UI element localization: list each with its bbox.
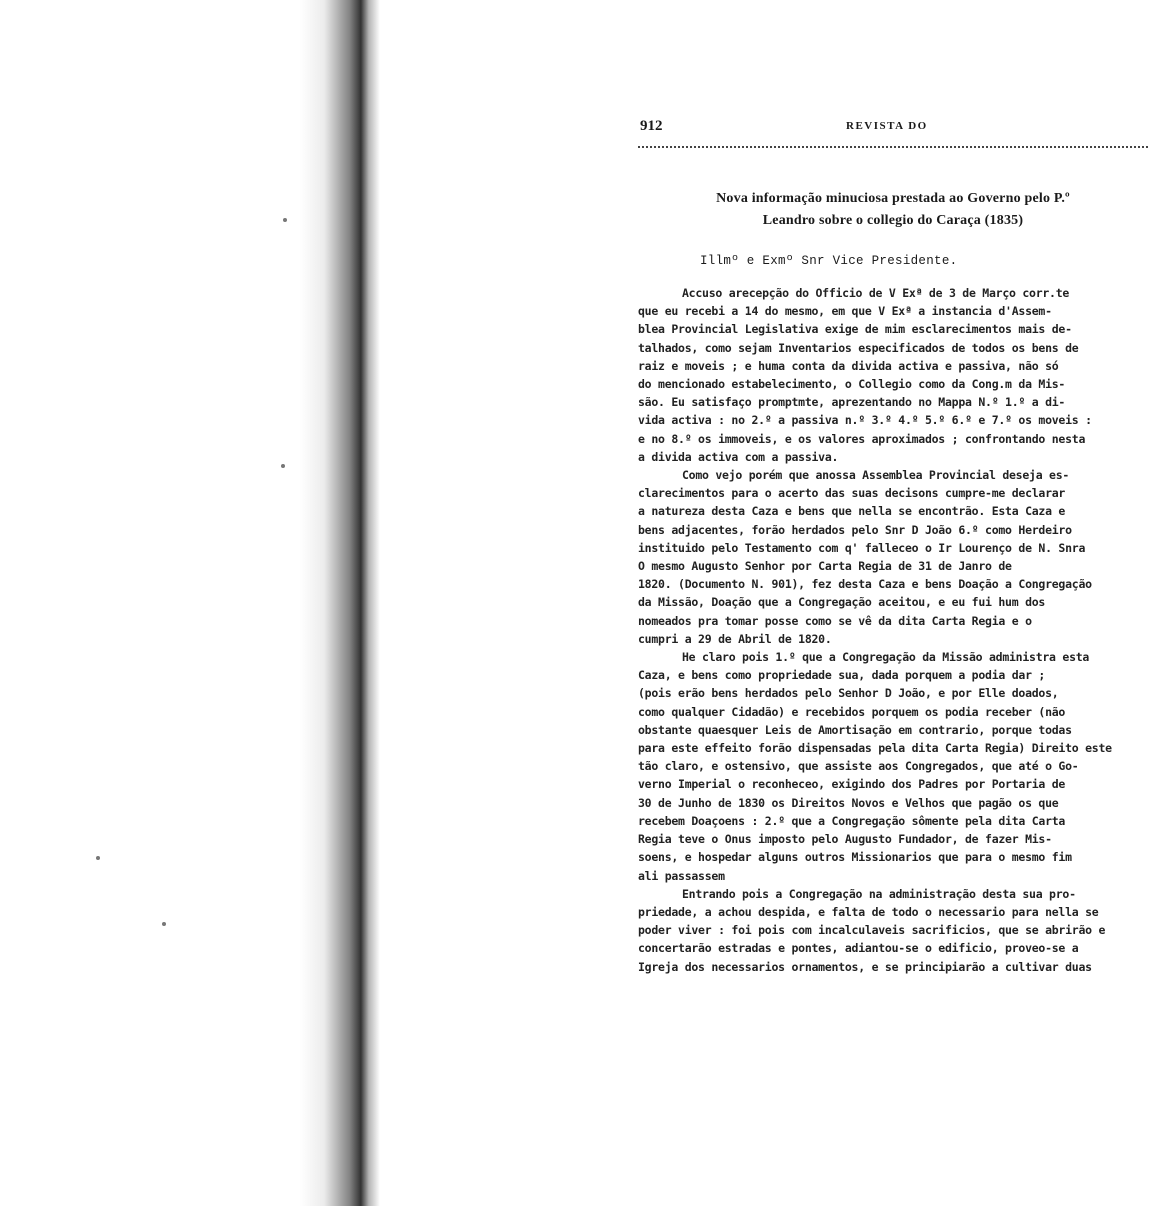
text-line: para este effeito forão dispensadas pela dita Carta Regia) Direito este (638, 741, 1112, 756)
text-line: clarecimentos para o acerto das suas decisons cumpre-me declarar (638, 486, 1066, 501)
text-line: priedade, a achou despida, e falta de todo o necessario para nella se (638, 904, 1099, 919)
header-rule (638, 146, 1148, 148)
text-line: Como vejo porém que anossa Assemblea Provincial deseja es- (682, 468, 1070, 483)
title-line: Nova informação minuciosa prestada ao Governo pelo P.º (716, 191, 1070, 206)
text-line: a divida activa com a passiva. (638, 449, 839, 464)
paragraph (638, 466, 1148, 648)
text-line: Accuso arecepção do Officio de V Exª de 3 de Março corr.te (682, 286, 1070, 300)
text-line: a natureza desta Caza e bens que nella se encontrão. Esta Caza e (638, 504, 1066, 519)
book-gutter-shadow (300, 0, 380, 1206)
text-line: concertarão estradas e pontes, adiantou-se o edificio, proveo-se a (638, 941, 1079, 956)
text-line: que eu recebi a 14 do mesmo, em que V Exª a instancia d'Assem- (638, 304, 1052, 319)
text-line: instituido pelo Testamento com q' falleceo o Ir Lourenço de N. Snra (638, 540, 1086, 555)
text-line: vida activa : no 2.º a passiva n.º 3.º 4.º 5.º 6.º e 7.º os moveis : (638, 413, 1092, 428)
document-title (638, 188, 1148, 232)
text-line: nomeados pra tomar posse como se vê da dita Carta Regia e o (638, 613, 1032, 628)
text-line: verno Imperial o reconheceo, exigindo dos Padres por Portaria de (638, 777, 1066, 792)
paragraph (638, 648, 1148, 885)
title-line: Leandro sobre o collegio do Caraça (1835) (762, 213, 1024, 228)
text-line: O mesmo Augusto Senhor por Carta Regia de 31 de Janro de (638, 559, 1012, 574)
paragraph (638, 284, 1148, 466)
text-line: 1820. (Documento N. 901), fez desta Caza e bens Doação a Congregação (638, 577, 1092, 592)
text-line: são. Eu satisfaço promptmte, aprezentando no Mappa N.º 1.º a di- (638, 395, 1066, 410)
page-header (638, 118, 1148, 142)
paper-speck (162, 922, 166, 926)
text-line: talhados, como sejam Inventarios especificados de todos os bens de (638, 340, 1079, 355)
text-line: He claro pois 1.º que a Congregação da Missão administra esta (682, 650, 1090, 665)
paper-speck (96, 856, 100, 860)
text-line: 30 de Junho de 1830 os Direitos Novos e Velhos que pagão os que (638, 795, 1059, 810)
paper-speck (283, 218, 287, 222)
paper-speck (281, 464, 285, 468)
text-line: ali passassem (638, 868, 725, 883)
text-line: da Missão, Doação que a Congregação aceitou, e eu fui hum dos (638, 595, 1046, 610)
text-line: soens, e hospedar alguns outros Missionarios que para o mesmo fim (638, 850, 1072, 865)
letter-body (638, 284, 1148, 976)
text-line: (pois erão bens herdados pelo Senhor D João, e por Elle doados, (638, 686, 1059, 701)
text-line: Entrando pois a Congregação na administração desta sua pro- (682, 886, 1076, 901)
text-line: poder viver : foi pois com incalculaveis sacrificios, que se abrirão e (638, 923, 1106, 938)
text-line: Caza, e bens como propriedade sua, dada porquem a podia dar ; (638, 668, 1046, 683)
text-line: raiz e moveis ; e huma conta da divida activa e passiva, não só (638, 358, 1059, 373)
salutation: Illmº e Exmº Snr Vice Presidente. (700, 254, 958, 268)
text-line: e no 8.º os immoveis, e os valores aproximados ; confrontando nesta (638, 431, 1086, 446)
text-line: blea Provincial Legislativa exige de mim esclarecimentos mais de- (638, 322, 1072, 337)
text-line: Regia teve o Onus imposto pelo Augusto Fundador, de fazer Mis- (638, 832, 1052, 847)
text-line: cumpri a 29 de Abril de 1820. (638, 631, 832, 646)
page-number: 912 (640, 118, 663, 134)
text-line: Igreja dos necessarios ornamentos, e se principiarão a cultivar duas (638, 959, 1092, 974)
book-page (638, 118, 1148, 976)
text-line: obstante quaesquer Leis de Amortisação em contrario, porque todas (638, 722, 1072, 737)
running-head: REVISTA DO (846, 120, 928, 132)
text-line: do mencionado estabelecimento, o Collegio como da Cong.m da Mis- (638, 377, 1066, 392)
text-line: tão claro, e ostensivo, que assiste aos Congregados, que até o Go- (638, 759, 1079, 774)
text-line: recebem Doaçoens : 2.º que a Congregação sômente pela dita Carta (638, 813, 1066, 828)
paragraph (638, 885, 1148, 976)
text-line: como qualquer Cidadão) e recebidos porquem os podia receber (não (638, 704, 1066, 719)
text-line: bens adjacentes, forão herdados pelo Snr D João 6.º como Herdeiro (638, 522, 1072, 537)
